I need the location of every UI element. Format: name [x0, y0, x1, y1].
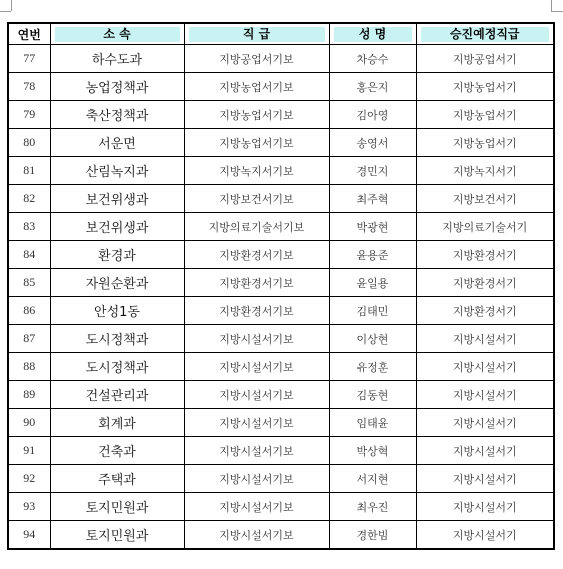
rank-cell: 지방농업서기보 — [184, 129, 329, 157]
row-number-cell: 81 — [8, 157, 50, 185]
rank-cell: 지방시설서기보 — [184, 465, 329, 493]
department-cell: 농업정책과 — [50, 73, 184, 101]
department-cell: 자원순환과 — [50, 269, 184, 297]
promotion-rank-cell: 지방농업서기 — [416, 73, 554, 101]
promotion-rank-cell: 지방보건서기 — [416, 185, 554, 213]
name-cell: 윤일용 — [329, 269, 416, 297]
page-corner-mark-left — [11, 0, 12, 11]
column-header-rank-label: 직 급 — [189, 27, 325, 42]
page-corner-mark-right-horizontal — [551, 11, 563, 12]
promotion-rank-cell: 지방시설서기 — [416, 353, 554, 381]
column-header-promotion-rank-label: 승진예정직급 — [421, 27, 550, 42]
row-number-cell: 92 — [8, 465, 50, 493]
column-header-department — [50, 23, 184, 45]
column-header-number-label: 연번 — [17, 27, 41, 42]
page-corner-mark-right — [551, 0, 552, 11]
promotion-rank-cell: 지방환경서기 — [416, 241, 554, 269]
table-header — [8, 23, 554, 45]
column-header-number — [8, 23, 50, 45]
department-cell: 보건위생과 — [50, 213, 184, 241]
name-cell: 최우진 — [329, 493, 416, 521]
row-number-cell: 80 — [8, 129, 50, 157]
name-cell: 홍은지 — [329, 73, 416, 101]
row-number-cell: 83 — [8, 213, 50, 241]
department-cell: 건설관리과 — [50, 381, 184, 409]
name-cell: 이상현 — [329, 325, 416, 353]
promotion-rank-cell: 지방의료기술서기 — [416, 213, 554, 241]
column-header-promotion-rank — [416, 23, 554, 45]
row-number-cell: 90 — [8, 409, 50, 437]
promotion-rank-cell: 지방공업서기 — [416, 45, 554, 73]
promotion-rank-cell: 지방시설서기 — [416, 465, 554, 493]
table-row — [8, 241, 554, 269]
table-row — [8, 213, 554, 241]
row-number-cell: 87 — [8, 325, 50, 353]
rank-cell: 지방보건서기보 — [184, 185, 329, 213]
row-number-cell: 78 — [8, 73, 50, 101]
name-cell: 송영서 — [329, 129, 416, 157]
department-cell: 건축과 — [50, 437, 184, 465]
department-cell: 도시정책과 — [50, 353, 184, 381]
name-cell: 박상혁 — [329, 437, 416, 465]
name-cell: 임태윤 — [329, 409, 416, 437]
row-number-cell: 86 — [8, 297, 50, 325]
promotion-rank-cell: 지방시설서기 — [416, 409, 554, 437]
promotion-rank-cell: 지방시설서기 — [416, 493, 554, 521]
department-cell: 안성1동 — [50, 297, 184, 325]
table-row — [8, 325, 554, 353]
rank-cell: 지방시설서기보 — [184, 493, 329, 521]
name-cell: 김아영 — [329, 101, 416, 129]
name-cell: 윤용준 — [329, 241, 416, 269]
table-body — [8, 45, 554, 550]
department-cell: 보건위생과 — [50, 185, 184, 213]
department-cell: 하수도과 — [50, 45, 184, 73]
rank-cell: 지방농업서기보 — [184, 73, 329, 101]
department-cell: 축산정책과 — [50, 101, 184, 129]
rank-cell: 지방농업서기보 — [184, 101, 329, 129]
department-cell: 주택과 — [50, 465, 184, 493]
row-number-cell: 84 — [8, 241, 50, 269]
rank-cell: 지방시설서기보 — [184, 353, 329, 381]
promotion-roster-table — [7, 22, 555, 550]
row-number-cell: 93 — [8, 493, 50, 521]
name-cell: 김태민 — [329, 297, 416, 325]
column-header-rank — [184, 23, 329, 45]
promotion-rank-cell: 지방농업서기 — [416, 129, 554, 157]
column-header-department-label: 소 속 — [55, 27, 180, 42]
name-cell: 서지현 — [329, 465, 416, 493]
promotion-rank-cell: 지방환경서기 — [416, 269, 554, 297]
table-row — [8, 297, 554, 325]
table-row — [8, 409, 554, 437]
table-row — [8, 269, 554, 297]
promotion-rank-cell: 지방녹지서기 — [416, 157, 554, 185]
department-cell: 토지민원과 — [50, 493, 184, 521]
row-number-cell: 82 — [8, 185, 50, 213]
promotion-rank-cell: 지방시설서기 — [416, 381, 554, 409]
row-number-cell: 77 — [8, 45, 50, 73]
header-row — [8, 23, 554, 45]
rank-cell: 지방환경서기보 — [184, 269, 329, 297]
promotion-rank-cell: 지방농업서기 — [416, 101, 554, 129]
column-header-name-label: 성 명 — [334, 27, 412, 42]
promotion-rank-cell: 지방시설서기 — [416, 437, 554, 465]
department-cell: 환경과 — [50, 241, 184, 269]
rank-cell: 지방시설서기보 — [184, 409, 329, 437]
row-number-cell: 88 — [8, 353, 50, 381]
page-corner-mark-left-horizontal — [0, 11, 11, 12]
table-row — [8, 101, 554, 129]
row-number-cell: 89 — [8, 381, 50, 409]
promotion-rank-cell: 지방시설서기 — [416, 325, 554, 353]
department-cell: 회계과 — [50, 409, 184, 437]
table-row — [8, 45, 554, 73]
department-cell: 산림녹지과 — [50, 157, 184, 185]
name-cell: 경민지 — [329, 157, 416, 185]
table-row — [8, 493, 554, 521]
name-cell: 김동현 — [329, 381, 416, 409]
row-number-cell: 79 — [8, 101, 50, 129]
table-row — [8, 465, 554, 493]
department-cell: 토지민원과 — [50, 521, 184, 550]
promotion-rank-cell: 지방시설서기 — [416, 521, 554, 550]
rank-cell: 지방시설서기보 — [184, 521, 329, 550]
name-cell: 차승수 — [329, 45, 416, 73]
row-number-cell: 91 — [8, 437, 50, 465]
table-row — [8, 437, 554, 465]
rank-cell: 지방시설서기보 — [184, 381, 329, 409]
table-row — [8, 381, 554, 409]
rank-cell: 지방공업서기보 — [184, 45, 329, 73]
table-row — [8, 353, 554, 381]
rank-cell: 지방환경서기보 — [184, 241, 329, 269]
table-row — [8, 157, 554, 185]
table-row — [8, 521, 554, 550]
table-row — [8, 185, 554, 213]
rank-cell: 지방시설서기보 — [184, 325, 329, 353]
name-cell: 박광현 — [329, 213, 416, 241]
rank-cell: 지방의료기술서기보 — [184, 213, 329, 241]
department-cell: 서운면 — [50, 129, 184, 157]
table-row — [8, 73, 554, 101]
promotion-rank-cell: 지방환경서기 — [416, 297, 554, 325]
rank-cell: 지방시설서기보 — [184, 437, 329, 465]
row-number-cell: 85 — [8, 269, 50, 297]
department-cell: 도시정책과 — [50, 325, 184, 353]
name-cell: 경한빔 — [329, 521, 416, 550]
name-cell: 최주혁 — [329, 185, 416, 213]
rank-cell: 지방녹지서기보 — [184, 157, 329, 185]
column-header-name — [329, 23, 416, 45]
name-cell: 유정훈 — [329, 353, 416, 381]
rank-cell: 지방환경서기보 — [184, 297, 329, 325]
row-number-cell: 94 — [8, 521, 50, 550]
table-row — [8, 129, 554, 157]
